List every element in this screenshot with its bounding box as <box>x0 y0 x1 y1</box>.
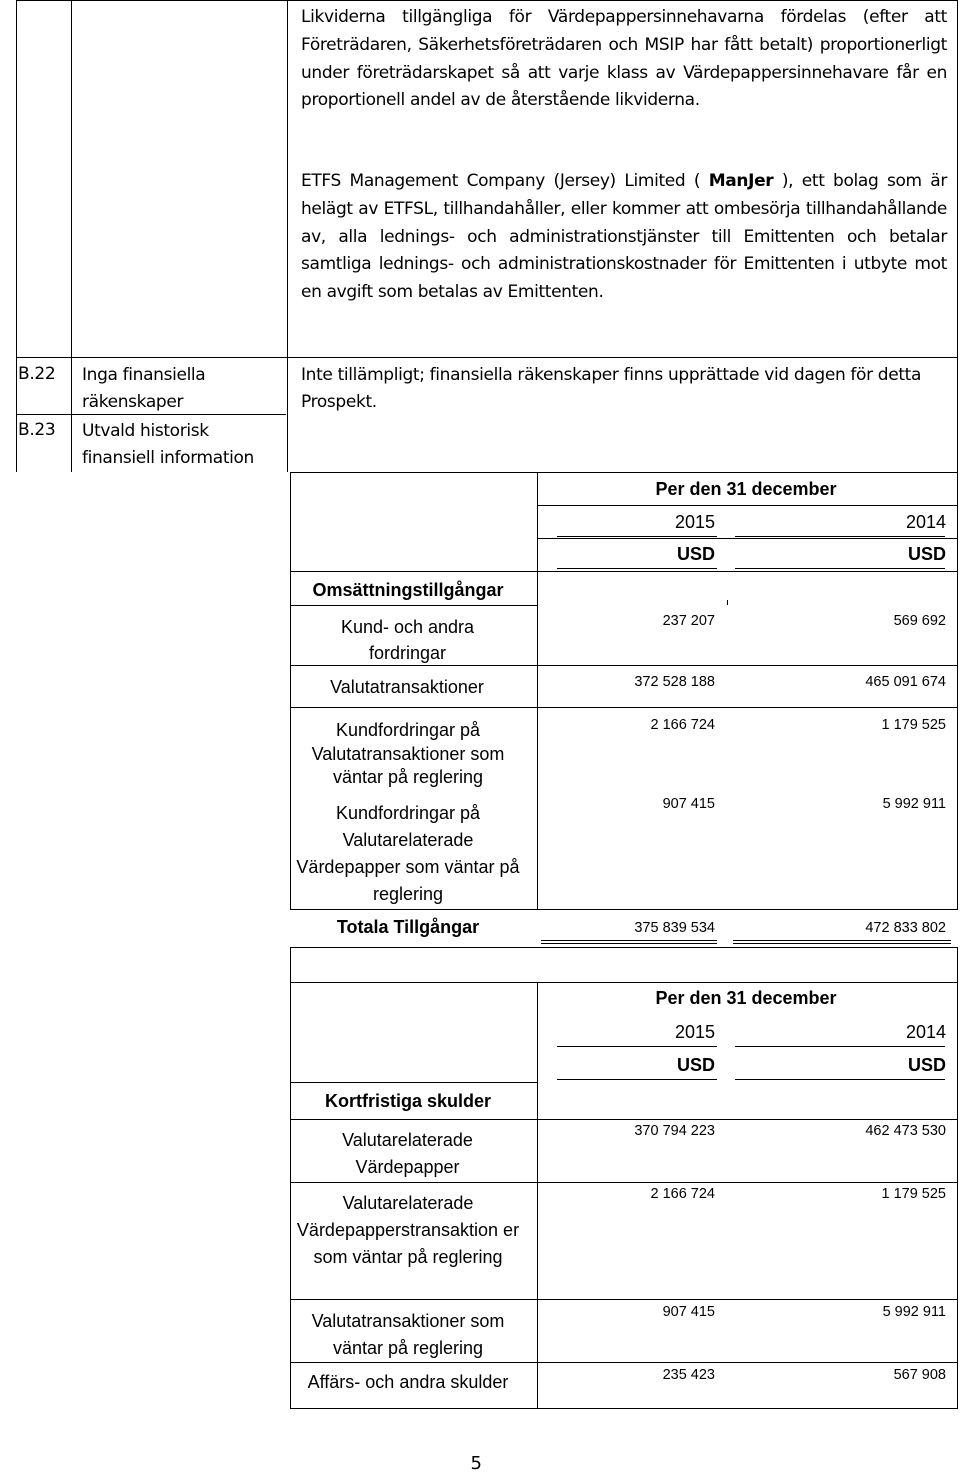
manjer-text-before: ETFS Management Company (Jersey) Limited ( <box>301 171 701 191</box>
paragraph-likvider: Likviderna tillgängliga för Värdepappersinnehavarna fördelas (efter att Företrädaren, Säkerhetsföreträdaren och MSIP har fått betalt) proportionerligt under företrädarskapet så att varje klass av Värdepappersinnehavare får en proportionell andel av de återstående likviderna. <box>301 7 947 111</box>
value-2015: 2 166 724 <box>650 1186 715 1202</box>
row-label: Affärs- och andra skulder <box>307 1372 509 1392</box>
value-2014: 465 091 674 <box>865 674 946 690</box>
row-divider-b22 <box>16 357 958 358</box>
paragraph-manjer <box>301 168 947 307</box>
section-heading: Omsättningstillgångar <box>312 580 504 600</box>
value-2014: 567 908 <box>893 1367 946 1383</box>
total-label: Totala Tillgångar <box>336 917 480 937</box>
currency-2015: USD <box>676 544 715 564</box>
value-2015: 907 415 <box>662 1304 715 1320</box>
row-label: Valutatransaktioner <box>330 677 484 697</box>
manjer-text-after: ), ett bolag som är helägt av ETFSL, tillhandahåller, eller kommer att ombesörja tillhandahållande av, alla lednings- och administrationstjänster till Emittenten och betalar samtliga lednings- och administrationskostnader för Emittenten i utbyte mot en avgift som betalas av Emittenten. <box>301 171 947 303</box>
table-border-col1 <box>71 0 72 472</box>
value-2015: 237 207 <box>662 613 715 629</box>
year-2014: 2014 <box>905 512 946 532</box>
year-2014: 2014 <box>905 1022 946 1042</box>
manjer-bold: ManJer <box>708 171 774 191</box>
row-label: Kund- och andra fordringar <box>340 617 475 663</box>
year-2015: 2015 <box>674 512 715 532</box>
year-2015: 2015 <box>674 1022 715 1042</box>
row-label: Valutarelaterade Värdepapperstransaktion er som väntar på reglering <box>296 1193 520 1267</box>
value-2014: 462 473 530 <box>865 1123 946 1139</box>
currency-2015: USD <box>676 1055 715 1075</box>
heading-b23: Utvald historisk finansiell information <box>82 421 254 468</box>
total-2014: 472 833 802 <box>865 920 946 936</box>
row-label: Kundfordringar på Valutarelaterade Värdepapper som väntar på reglering <box>296 803 520 904</box>
row-divider-top <box>16 0 958 1</box>
value-2014: 5 992 911 <box>882 796 946 812</box>
value-2014: 1 179 525 <box>881 717 946 733</box>
value-2015: 370 794 223 <box>634 1123 715 1139</box>
value-2015: 2 166 724 <box>650 717 715 733</box>
page-number: 5 <box>470 1453 482 1474</box>
period-header: Per den 31 december <box>655 479 837 499</box>
currency-2014: USD <box>907 1055 946 1075</box>
currency-2014: USD <box>907 544 946 564</box>
table-border-col2 <box>287 0 288 472</box>
period-header: Per den 31 december <box>655 988 837 1008</box>
row-label: Valutatransaktioner som väntar på reglering <box>311 1311 505 1358</box>
heading-b22: Inga finansiella räkenskaper <box>82 365 206 412</box>
value-2014: 5 992 911 <box>882 1304 946 1320</box>
value-2014: 1 179 525 <box>881 1186 946 1202</box>
value-2015: 907 415 <box>662 796 715 812</box>
table-border-right <box>957 0 958 472</box>
value-2014: 569 692 <box>893 613 946 629</box>
code-b23: B.23 <box>18 420 56 440</box>
row-label: Kundfordringar på Valutatransaktioner som väntar på reglering <box>311 720 505 787</box>
text-b22: Inte tillämpligt; finansiella räkenskaper finns upprättade vid dagen för detta Prospekt. <box>301 365 922 412</box>
total-2015: 375 839 534 <box>634 920 715 936</box>
section-heading: Kortfristiga skulder <box>324 1091 492 1111</box>
value-2015: 372 528 188 <box>634 674 715 690</box>
table-border-left <box>16 0 17 472</box>
code-b22: B.22 <box>18 364 56 384</box>
value-2015: 235 423 <box>662 1367 715 1383</box>
row-label: Valutarelaterade Värdepapper <box>342 1130 473 1177</box>
